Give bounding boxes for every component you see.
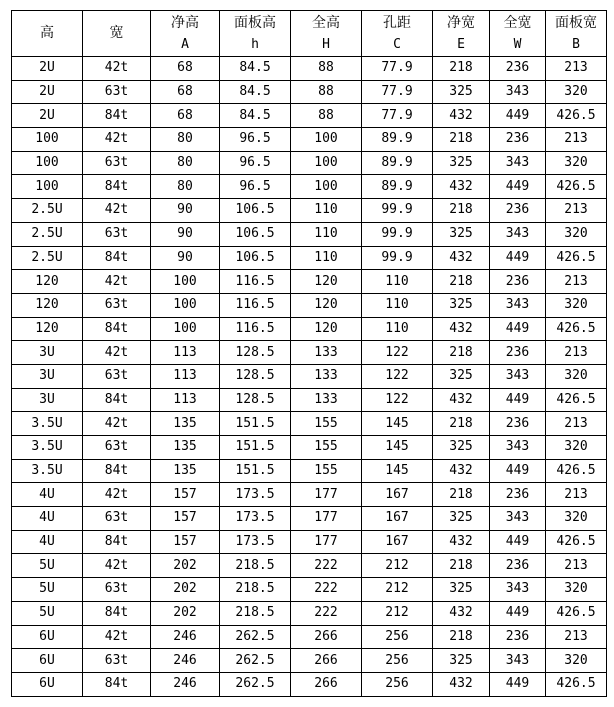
panel-width-cell: 213 [546,57,607,81]
full-height-cell: 120 [291,317,362,341]
width-cell: 84t [83,530,151,554]
height-cell: 2.5U [12,246,83,270]
width-cell: 42t [83,554,151,578]
width-cell: 84t [83,175,151,199]
net-height-cell: 68 [151,57,220,81]
height-cell: 100 [12,175,83,199]
width-cell: 63t [83,507,151,531]
net-width-cell: 432 [433,175,490,199]
panel-height-cell: 262.5 [220,649,291,673]
panel-height-cell: 84.5 [220,104,291,128]
height-cell: 6U [12,625,83,649]
panel-height-cell: 262.5 [220,625,291,649]
full-height-cell: 222 [291,554,362,578]
height-cell: 2U [12,57,83,81]
height-cell: 120 [12,317,83,341]
width-cell: 84t [83,246,151,270]
panel-width-cell: 213 [546,199,607,223]
full-width-cell: 449 [490,175,546,199]
net-width-cell: 325 [433,578,490,602]
panel-height-cell: 262.5 [220,672,291,696]
width-cell: 84t [83,104,151,128]
full-width-cell: 236 [490,483,546,507]
full-height-cell: 222 [291,601,362,625]
net-height-cell: 100 [151,317,220,341]
full-height-cell: 120 [291,270,362,294]
panel-width-cell: 426.5 [546,175,607,199]
panel-height-cell: 151.5 [220,436,291,460]
net-width-cell: 325 [433,293,490,317]
net-height-cell: 135 [151,412,220,436]
table-row [12,151,607,175]
hole-spacing-cell: 167 [362,530,433,554]
panel-width-cell: 213 [546,625,607,649]
width-cell: 84t [83,601,151,625]
table-row [12,649,607,673]
hole-spacing-cell: 122 [362,341,433,365]
net-height-cell: 202 [151,578,220,602]
net-height-cell: 246 [151,649,220,673]
panel-height-cell: 84.5 [220,57,291,81]
width-cell: 42t [83,57,151,81]
full-height-cell: 88 [291,80,362,104]
full-height-cell: 100 [291,175,362,199]
width-cell: 63t [83,649,151,673]
full-height-cell: 266 [291,672,362,696]
table-row [12,507,607,531]
hole-spacing-cell: 99.9 [362,222,433,246]
net-width-cell: 432 [433,530,490,554]
width-cell: 42t [83,625,151,649]
width-cell: 63t [83,436,151,460]
table-row [12,625,607,649]
panel-height-cell: 116.5 [220,317,291,341]
full-height-cell: 177 [291,530,362,554]
table-row [12,364,607,388]
panel-height-cell: 218.5 [220,601,291,625]
full-width-cell: 449 [490,317,546,341]
panel-height-cell: 173.5 [220,483,291,507]
full-width-cell: 449 [490,459,546,483]
full-width-cell: 236 [490,128,546,152]
hole-spacing-cell: 122 [362,388,433,412]
panel-width-cell: 426.5 [546,388,607,412]
width-cell: 63t [83,578,151,602]
height-cell: 4U [12,483,83,507]
panel-width-cell: 213 [546,483,607,507]
height-cell: 3.5U [12,459,83,483]
width-cell: 84t [83,388,151,412]
hole-spacing-cell: 212 [362,554,433,578]
width-cell: 63t [83,293,151,317]
table-row [12,436,607,460]
height-cell: 3.5U [12,412,83,436]
header-full-width: 全宽 W [490,11,546,57]
hole-spacing-cell: 256 [362,649,433,673]
full-height-cell: 110 [291,199,362,223]
header-height: 高 [12,11,83,57]
panel-width-cell: 426.5 [546,317,607,341]
panel-width-cell: 320 [546,293,607,317]
table-row [12,293,607,317]
full-height-cell: 177 [291,507,362,531]
full-height-cell: 88 [291,104,362,128]
net-height-cell: 100 [151,270,220,294]
width-cell: 63t [83,151,151,175]
height-cell: 2U [12,80,83,104]
table-row [12,80,607,104]
hole-spacing-cell: 256 [362,672,433,696]
hole-spacing-cell: 167 [362,507,433,531]
full-height-cell: 110 [291,246,362,270]
net-width-cell: 218 [433,483,490,507]
hole-spacing-cell: 212 [362,601,433,625]
panel-width-cell: 320 [546,507,607,531]
panel-height-cell: 128.5 [220,341,291,365]
height-cell: 100 [12,128,83,152]
table-row [12,341,607,365]
panel-width-cell: 213 [546,554,607,578]
hole-spacing-cell: 89.9 [362,175,433,199]
full-width-cell: 236 [490,57,546,81]
hole-spacing-cell: 99.9 [362,246,433,270]
full-width-cell: 236 [490,554,546,578]
full-width-cell: 343 [490,507,546,531]
panel-height-cell: 173.5 [220,507,291,531]
full-height-cell: 110 [291,222,362,246]
header-panel-height: 面板高 h [220,11,291,57]
panel-width-cell: 320 [546,364,607,388]
full-height-cell: 133 [291,364,362,388]
height-cell: 2.5U [12,222,83,246]
panel-width-cell: 426.5 [546,104,607,128]
net-height-cell: 135 [151,436,220,460]
table-row [12,317,607,341]
net-width-cell: 432 [433,601,490,625]
net-height-cell: 100 [151,293,220,317]
panel-height-cell: 116.5 [220,270,291,294]
table-row [12,270,607,294]
hole-spacing-cell: 145 [362,459,433,483]
table-row [12,57,607,81]
hole-spacing-cell: 256 [362,625,433,649]
header-width: 宽 [83,11,151,57]
full-width-cell: 343 [490,436,546,460]
height-cell: 5U [12,554,83,578]
net-height-cell: 157 [151,483,220,507]
full-width-cell: 343 [490,222,546,246]
height-cell: 120 [12,270,83,294]
full-width-cell: 236 [490,625,546,649]
width-cell: 42t [83,270,151,294]
height-cell: 2U [12,104,83,128]
net-height-cell: 202 [151,601,220,625]
width-cell: 42t [83,341,151,365]
net-width-cell: 325 [433,222,490,246]
width-cell: 42t [83,483,151,507]
panel-height-cell: 84.5 [220,80,291,104]
table-row [12,412,607,436]
panel-width-cell: 426.5 [546,459,607,483]
table-row [12,199,607,223]
height-cell: 2.5U [12,199,83,223]
panel-width-cell: 320 [546,578,607,602]
width-cell: 42t [83,412,151,436]
panel-height-cell: 151.5 [220,459,291,483]
net-height-cell: 68 [151,104,220,128]
table-row [12,530,607,554]
net-width-cell: 325 [433,507,490,531]
hole-spacing-cell: 77.9 [362,104,433,128]
full-height-cell: 133 [291,388,362,412]
full-width-cell: 343 [490,649,546,673]
net-height-cell: 157 [151,530,220,554]
full-width-cell: 449 [490,104,546,128]
panel-height-cell: 106.5 [220,199,291,223]
panel-height-cell: 106.5 [220,246,291,270]
full-width-cell: 449 [490,601,546,625]
hole-spacing-cell: 212 [362,578,433,602]
panel-height-cell: 173.5 [220,530,291,554]
net-width-cell: 218 [433,341,490,365]
height-cell: 3U [12,388,83,412]
full-height-cell: 177 [291,483,362,507]
full-height-cell: 155 [291,436,362,460]
net-width-cell: 325 [433,151,490,175]
net-width-cell: 325 [433,649,490,673]
width-cell: 63t [83,80,151,104]
table-row [12,578,607,602]
height-cell: 3U [12,364,83,388]
full-width-cell: 343 [490,364,546,388]
panel-height-cell: 116.5 [220,293,291,317]
panel-width-cell: 320 [546,649,607,673]
hole-spacing-cell: 110 [362,270,433,294]
net-width-cell: 218 [433,270,490,294]
height-cell: 4U [12,507,83,531]
net-height-cell: 135 [151,459,220,483]
height-cell: 120 [12,293,83,317]
hole-spacing-cell: 89.9 [362,128,433,152]
table-row [12,672,607,696]
width-cell: 84t [83,317,151,341]
hole-spacing-cell: 99.9 [362,199,433,223]
full-width-cell: 236 [490,199,546,223]
table-row [12,554,607,578]
panel-width-cell: 213 [546,412,607,436]
table-header [12,11,607,57]
net-height-cell: 157 [151,507,220,531]
panel-width-cell: 213 [546,270,607,294]
net-height-cell: 80 [151,151,220,175]
net-height-cell: 246 [151,625,220,649]
full-height-cell: 100 [291,128,362,152]
height-cell: 4U [12,530,83,554]
net-width-cell: 432 [433,246,490,270]
panel-height-cell: 218.5 [220,554,291,578]
net-height-cell: 113 [151,341,220,365]
height-cell: 6U [12,649,83,673]
table-row [12,388,607,412]
hole-spacing-cell: 145 [362,412,433,436]
panel-width-cell: 213 [546,341,607,365]
width-cell: 63t [83,222,151,246]
net-width-cell: 218 [433,625,490,649]
header-hole-spacing: 孔距 C [362,11,433,57]
table-row [12,459,607,483]
table-row [12,175,607,199]
header-full-height: 全高 H [291,11,362,57]
net-width-cell: 218 [433,128,490,152]
net-height-cell: 80 [151,175,220,199]
panel-height-cell: 128.5 [220,388,291,412]
width-cell: 42t [83,199,151,223]
header-net-height: 净高 A [151,11,220,57]
full-width-cell: 236 [490,341,546,365]
net-height-cell: 68 [151,80,220,104]
hole-spacing-cell: 145 [362,436,433,460]
hole-spacing-cell: 77.9 [362,80,433,104]
height-cell: 3U [12,341,83,365]
full-width-cell: 343 [490,293,546,317]
full-height-cell: 88 [291,57,362,81]
full-width-cell: 449 [490,672,546,696]
panel-height-cell: 96.5 [220,128,291,152]
panel-width-cell: 426.5 [546,672,607,696]
width-cell: 84t [83,459,151,483]
net-width-cell: 325 [433,436,490,460]
full-width-cell: 449 [490,246,546,270]
panel-width-cell: 320 [546,222,607,246]
table-row [12,128,607,152]
full-width-cell: 449 [490,388,546,412]
net-width-cell: 325 [433,80,490,104]
table-row [12,104,607,128]
panel-width-cell: 426.5 [546,246,607,270]
net-width-cell: 218 [433,57,490,81]
hole-spacing-cell: 122 [362,364,433,388]
hole-spacing-cell: 77.9 [362,57,433,81]
net-height-cell: 202 [151,554,220,578]
panel-height-cell: 128.5 [220,364,291,388]
header-row [12,11,607,57]
panel-width-cell: 426.5 [546,530,607,554]
full-height-cell: 120 [291,293,362,317]
panel-width-cell: 320 [546,80,607,104]
table-body [12,57,607,697]
net-height-cell: 90 [151,246,220,270]
net-width-cell: 432 [433,672,490,696]
full-width-cell: 236 [490,270,546,294]
panel-height-cell: 96.5 [220,151,291,175]
net-height-cell: 80 [151,128,220,152]
net-width-cell: 325 [433,364,490,388]
full-height-cell: 266 [291,625,362,649]
table-row [12,222,607,246]
hole-spacing-cell: 89.9 [362,151,433,175]
panel-height-cell: 218.5 [220,578,291,602]
header-panel-width: 面板宽 B [546,11,607,57]
net-height-cell: 113 [151,364,220,388]
net-width-cell: 218 [433,412,490,436]
net-width-cell: 432 [433,104,490,128]
net-width-cell: 432 [433,317,490,341]
panel-width-cell: 213 [546,128,607,152]
net-height-cell: 90 [151,199,220,223]
height-cell: 100 [12,151,83,175]
hole-spacing-cell: 110 [362,293,433,317]
table-row [12,601,607,625]
panel-width-cell: 426.5 [546,601,607,625]
panel-height-cell: 106.5 [220,222,291,246]
height-cell: 6U [12,672,83,696]
full-width-cell: 343 [490,578,546,602]
full-height-cell: 222 [291,578,362,602]
net-width-cell: 432 [433,459,490,483]
height-cell: 5U [12,601,83,625]
dimension-table [11,10,607,697]
full-height-cell: 155 [291,459,362,483]
width-cell: 63t [83,364,151,388]
height-cell: 5U [12,578,83,602]
full-width-cell: 236 [490,412,546,436]
panel-width-cell: 320 [546,151,607,175]
full-height-cell: 155 [291,412,362,436]
header-net-width: 净宽 E [433,11,490,57]
net-height-cell: 246 [151,672,220,696]
panel-height-cell: 96.5 [220,175,291,199]
net-width-cell: 218 [433,199,490,223]
full-width-cell: 343 [490,80,546,104]
net-width-cell: 432 [433,388,490,412]
net-width-cell: 218 [433,554,490,578]
panel-width-cell: 320 [546,436,607,460]
hole-spacing-cell: 167 [362,483,433,507]
full-height-cell: 100 [291,151,362,175]
width-cell: 84t [83,672,151,696]
full-height-cell: 133 [291,341,362,365]
panel-height-cell: 151.5 [220,412,291,436]
net-height-cell: 113 [151,388,220,412]
hole-spacing-cell: 110 [362,317,433,341]
full-width-cell: 343 [490,151,546,175]
full-width-cell: 449 [490,530,546,554]
table-row [12,483,607,507]
table-row [12,246,607,270]
width-cell: 42t [83,128,151,152]
height-cell: 3.5U [12,436,83,460]
net-height-cell: 90 [151,222,220,246]
full-height-cell: 266 [291,649,362,673]
